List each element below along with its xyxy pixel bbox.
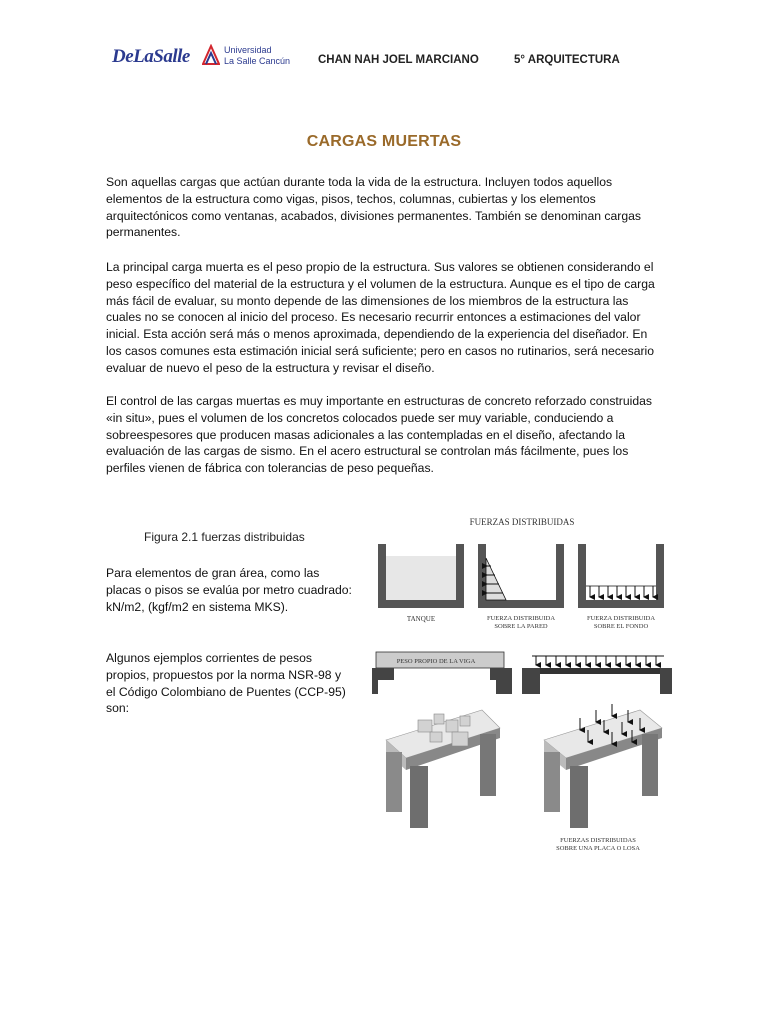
label-losa-2: SOBRE UNA PLACA O LOSA	[556, 845, 640, 852]
paragraph-definition: Son aquellas cargas que actúan durante toda la vida de la estructura. Incluyen todos aquellos elementos de la estructura como vigas, pisos, techos, columnas, cubiertas y los elementos arquitectónicos como ventanas, acabados, divisiones permanentes. También se denominan cargas permanentes.	[106, 175, 641, 240]
grade-label: 5° ARQUITECTURA	[514, 54, 620, 66]
la-salle-emblem-icon	[202, 44, 220, 66]
beam-distributed-load-diagram	[522, 656, 672, 694]
paragraph-examples: Algunos ejemplos corrientes de pesos propios, propuestos por la norma NSR-98 y el Código Colombiano de Puentes (CCP-95) son:	[106, 651, 346, 716]
delasalle-logo: DeLaSalle	[112, 46, 190, 67]
author-name: CHAN NAH JOEL MARCIANO	[318, 54, 479, 66]
label-pared-2: SOBRE LA PARED	[494, 623, 548, 630]
slab-distributed-load-illustration	[544, 704, 662, 828]
bottom-pressure-diagram	[578, 544, 664, 608]
page-title: CARGAS MUERTAS	[306, 133, 462, 150]
label-losa-1: FUERZAS DISTRIBUIDAS	[560, 837, 636, 844]
figure-title: FUERZAS DISTRIBUIDAS	[469, 517, 575, 527]
header	[110, 40, 670, 76]
label-viga: PESO PROPIO DE LA VIGA	[396, 658, 476, 665]
label-fondo-1: FUERZA DISTRIBUIDA	[586, 615, 656, 622]
paragraph-large-area: Para elementos de gran área, como las placas o pisos se evalúa por metro cuadrado: kN/m2, (kgf/m2 en sistema MKS).	[106, 566, 352, 614]
label-tanque: TANQUE	[406, 615, 436, 623]
paragraph-self-weight: La principal carga muerta es el peso propio de la estructura. Sus valores se obtienen considerando el peso específico del material de la estructura y el volumen de la estructura. Aunque es el tipo de carga más fácil de evaluar, su monto depende de las dimensiones de los miembros de la estructura las cuales no se conocen al inicio del proceso. Es necesario recurrir entonces a estimaciones del valor inicial. Esta acción será más o menos aproximada, dependiendo de la experiencia del diseñador. En los casos comunes esta estimación inicial será suficiente; pero en casos no rutinarios, será necesario evaluar de nuevo el peso de la estructura y revisar el diseño.	[106, 260, 655, 375]
university-name: Universidad La Salle Cancún	[224, 45, 291, 66]
distributed-forces-figure	[372, 508, 672, 868]
tank-diagram	[378, 544, 464, 608]
slab-with-blocks-illustration	[386, 710, 500, 828]
label-fondo-2: SOBRE EL FONDO	[593, 623, 649, 630]
wall-pressure-diagram	[478, 544, 564, 608]
figure-caption: Figura 2.1 fuerzas distribuidas	[144, 530, 305, 544]
paragraph-control: El control de las cargas muertas es muy importante en estructuras de concreto reforzado construidas «in situ», pues el volumen de los concretos colocados puede ser muy variable, conduciendo a sobreespesores que producen masas adicionales a las contempladas en el diseño, afectando la evaluación de las cargas de sismo. En el acero estructural se controlan más fácilmente, pues los perfiles vienen de fábrica con tolerancias de peso pequeñas.	[106, 394, 652, 476]
label-pared-1: FUERZA DISTRIBUIDA	[486, 615, 556, 622]
